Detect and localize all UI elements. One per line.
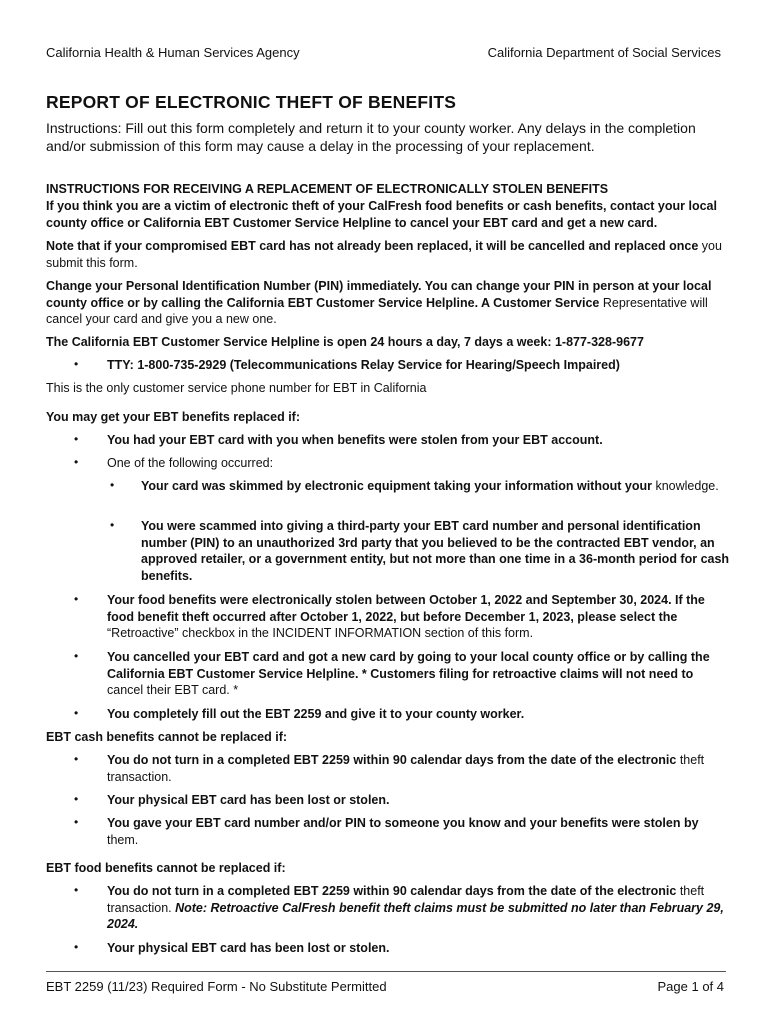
intro-instructions: Instructions: Fill out this form completely and return it to your county worker. Any delays in the completion and/or submission of this form may cause a delay in the processing of your replacement.: [46, 120, 696, 154]
food-b1-bold: You do not turn in a completed EBT 2259 within 90 calendar days from the date of the electronic: [107, 884, 677, 898]
instructions-heading: INSTRUCTIONS FOR RECEIVING A REPLACEMENT OF ELECTRONICALLY STOLEN BENEFITS: [46, 182, 609, 196]
replaced-sub-bullet-a: [141, 478, 731, 495]
b3-rest: “Retroactive” checkbox in the INCIDENT INFORMATION section of this form.: [107, 626, 534, 640]
bullet-icon: •: [74, 752, 79, 766]
instructions-paragraph-2: [46, 238, 736, 271]
cash-b1-bold: You do not turn in a completed EBT 2259 within 90 calendar days from the date of the electronic: [107, 753, 677, 767]
food-b1-note: Note: Retroactive CalFresh benefit theft claims must be submitted no later than February 29, 2024.: [107, 900, 724, 931]
cash-bullet-1: [107, 752, 727, 785]
bullet-icon: •: [74, 706, 79, 720]
b3-bold: Your food benefits were electronically stolen between October 1, 2022 and September 30, 2024. If the food benefit theft occurred after October 1, 2022, but before December 1, 2023, please select the: [107, 593, 705, 624]
page-title: REPORT OF ELECTRONIC THEFT OF BENEFITS: [46, 92, 457, 112]
only-number-note: This is the only customer service phone number for EBT in California: [46, 381, 427, 395]
replaced-bullet-5: You completely fill out the EBT 2259 and give it to your county worker.: [107, 707, 525, 721]
department-name: California Department of Social Services: [487, 45, 721, 60]
b4-bold: You cancelled your EBT card and got a new card by going to your local county office or by calling the California EBT Customer Service Helpline. * Customers filing for retroactive claims will not need to: [107, 650, 710, 681]
page-number: Page 1 of 4: [657, 979, 724, 994]
cash-b3-bold: You gave your EBT card number and/or PIN to someone you know and your benefits were stolen by: [107, 816, 699, 830]
bullet-icon: •: [110, 478, 115, 492]
replaced-heading: You may get your EBT benefits replaced if:: [46, 410, 300, 424]
bullet-icon: •: [74, 792, 79, 806]
replaced-sub-bullet-b: You were scammed into giving a third-party your EBT card number and personal identification number (PIN) to an unauthorized 3rd party that you believed to be the contracted EBT vendor, an approved retailer, or a government entity, but not more than one time in a 36-month period for cash benefits.: [141, 519, 730, 583]
cash-bullet-2: Your physical EBT card has been lost or stolen.: [107, 793, 390, 807]
cash-b3-rest: them.: [107, 832, 139, 847]
replaced-bullet-3: [107, 592, 732, 642]
cash-heading: EBT cash benefits cannot be replaced if:: [46, 730, 288, 744]
p2-rest: you submit this form.: [46, 239, 722, 270]
bullet-icon: •: [74, 357, 79, 371]
bullet-icon: •: [74, 815, 79, 829]
bullet-icon: •: [74, 940, 79, 954]
p2-bold: Note that if your compromised EBT card has not already been replaced, it will be cancelled and replaced once: [46, 239, 699, 253]
food-bullet-1: [107, 883, 727, 933]
footer-divider: [46, 971, 726, 972]
replaced-bullet-1: You had your EBT card with you when benefits were stolen from your EBT account.: [107, 433, 603, 447]
bullet-icon: •: [74, 883, 79, 897]
instructions-paragraph-1: If you think you are a victim of electronic theft of your CalFresh food benefits or cash benefits, contact your local county office or California EBT Customer Service Helpline to cancel your EBT card and get a new card.: [46, 199, 717, 230]
bullet-icon: •: [74, 455, 79, 469]
bullet-icon: •: [74, 649, 79, 663]
form-number: EBT 2259 (11/23) Required Form - No Substitute Permitted: [46, 979, 387, 994]
sub-a-rest: knowledge.: [655, 479, 719, 493]
instructions-paragraph-3: [46, 278, 736, 328]
bullet-icon: •: [110, 518, 115, 532]
agency-name: California Health & Human Services Agency: [46, 45, 300, 60]
helpline-hours: The California EBT Customer Service Helpline is open 24 hours a day, 7 days a week: 1-877-328-9677: [46, 335, 644, 349]
food-b1-rest: theft transaction.: [107, 884, 705, 915]
cash-bullet-3: [107, 815, 732, 848]
p3-rest: Representative will cancel your card and give you a new one.: [46, 295, 708, 326]
food-heading: EBT food benefits cannot be replaced if:: [46, 861, 286, 875]
cash-b1-rest: theft transaction.: [107, 753, 705, 784]
b4-rest: cancel their EBT card. *: [107, 683, 239, 697]
replaced-bullet-2: One of the following occurred:: [107, 456, 274, 470]
food-bullet-2: Your physical EBT card has been lost or stolen.: [107, 941, 390, 955]
sub-a-bold: Your card was skimmed by electronic equipment taking your information without your: [141, 479, 652, 493]
replaced-bullet-4: [107, 649, 732, 699]
p3-bold: Change your Personal Identification Number (PIN) immediately. You can change your PIN in person at your local county office or by calling the California EBT Customer Service Helpline. A Customer Service: [46, 279, 712, 310]
bullet-icon: •: [74, 592, 79, 606]
bullet-icon: •: [74, 432, 79, 446]
tty-number: TTY: 1-800-735-2929 (Telecommunications Relay Service for Hearing/Speech Impaired): [107, 358, 620, 372]
